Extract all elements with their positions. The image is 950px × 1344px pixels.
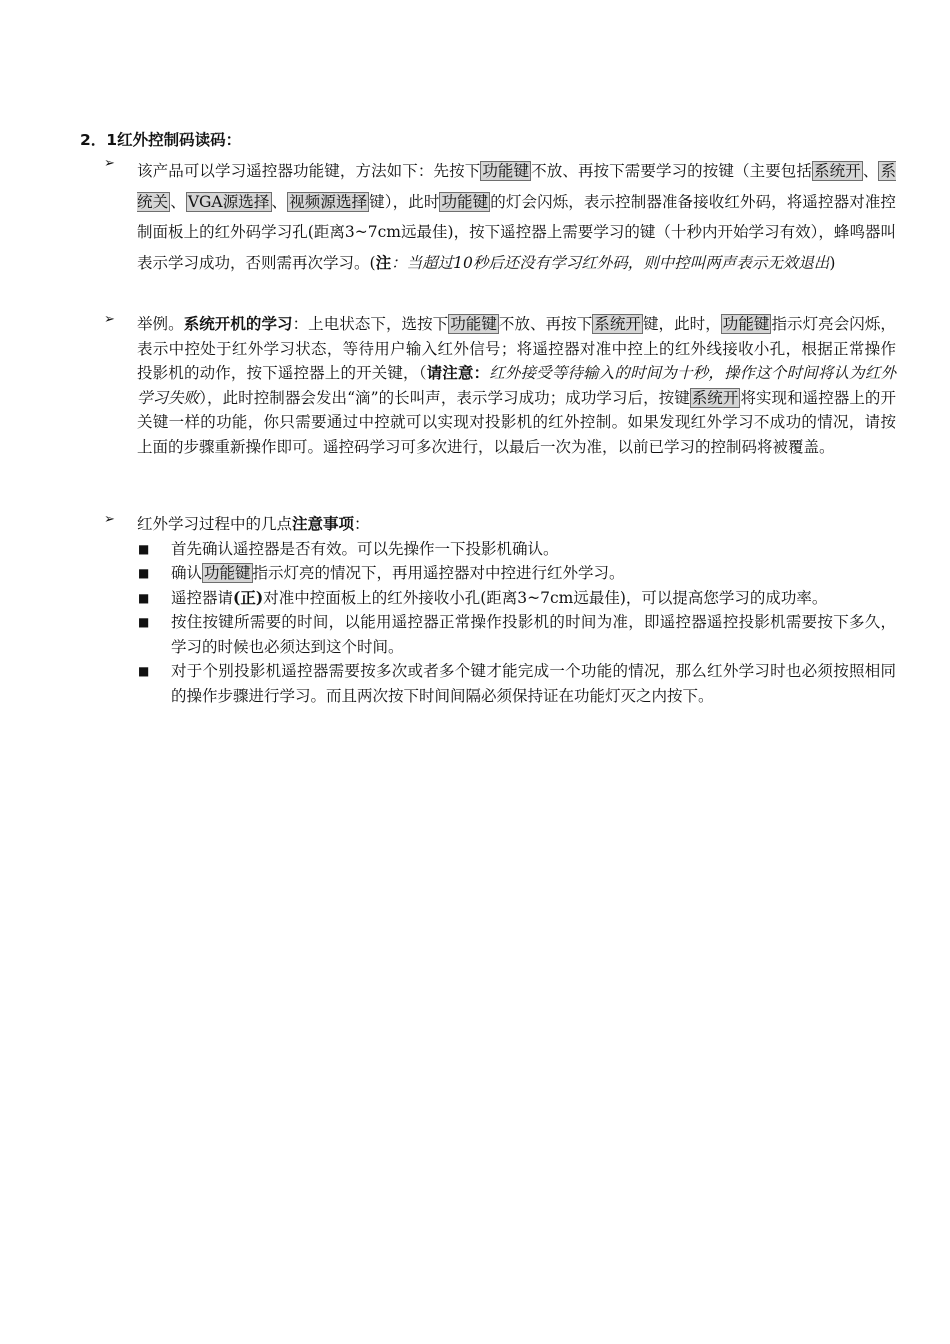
arrow-bullet-icon: ➢ bbox=[104, 312, 115, 327]
arrow-bullet-icon: ➢ bbox=[104, 512, 115, 527]
paragraph-text: 该产品可以学习遥控器功能键，方法如下：先按下 功能键 不放、再按下需要学习的按键（主要包括 系统开 、 系统关 、 VGA源选择 、 视频源选择 键），此时 功能键 的灯会闪烁，表示控制器准备接收红外码，将遥控器对准控制面板上的红外码学习孔(距离3~7cm远最佳)，按下遥控器上需要学习的键（十秒内开始学习有效），蜂鸣器叫表示学习成功，否则需再次学习。(注：当超过10秒后还没有学习红外码，则中控叫两声表示无效退出) bbox=[137, 162, 896, 272]
list-item: ■ 遥控器请(正)对准中控面板上的红外接收小孔(距离3~7cm远最佳)，可以提高您学习的成功率。 bbox=[104, 586, 896, 611]
square-bullet-icon: ■ bbox=[138, 615, 150, 629]
key-video-source: 视频源选择 bbox=[289, 192, 368, 211]
list-item: ■ 首先确认遥控器是否有效。可以先操作一下投影机确认。 bbox=[104, 537, 896, 562]
key-function: 功能键 bbox=[450, 315, 497, 333]
key-function: 功能键 bbox=[441, 192, 489, 211]
key-function: 功能键 bbox=[722, 315, 770, 333]
key-vga-source: VGA源选择 bbox=[187, 192, 270, 211]
note-label: 注 bbox=[375, 252, 392, 272]
paragraph-example bbox=[104, 312, 896, 459]
note-text: ：当超过10秒后还没有学习红外码，则中控叫两声表示无效退出 bbox=[391, 253, 830, 272]
square-bullet-icon: ■ bbox=[138, 566, 150, 580]
paragraph-learning-method bbox=[104, 156, 896, 278]
bullet-item bbox=[104, 156, 896, 278]
square-bullet-icon: ■ bbox=[138, 590, 150, 605]
paragraph-notes bbox=[104, 512, 896, 708]
key-system-on: 系统开 bbox=[814, 162, 861, 180]
attention-label: 请注意 bbox=[426, 363, 474, 382]
arrow-bullet-icon: ➢ bbox=[104, 156, 115, 171]
paragraph-text: 举例。系统开机的学习：上电状态下，选按下 功能键 不放、再按下 系统开 键，此时， 功能键 指示灯亮会闪烁，表示中控处于红外学习状态，等待用户输入红外信号；将遥控器对准中控上的红外线接收小孔，根据正常操作投影机的动作，按下遥控器上的开关键，（请注意：红外接受等待输入的时间为十秒，操作这个时间将认为红外学习失败），此时控制器会发出“滴”的长叫声，表示学习成功；成功学习后，按键 系统开 将实现和遥控器上的开关键一样的功能，你只需要通过中控就可以实现对投影机的红外控制。如果发现红外学习不成功的情况，请按上面的步骤重新操作即可。遥控码学习可多次进行，以最后一次为准，以前已学习的控制码将被覆盖。 bbox=[137, 314, 896, 456]
paragraph-text: 红外学习过程中的几点注意事项： bbox=[137, 514, 370, 533]
key-system-on: 系统开 bbox=[691, 388, 739, 407]
key-function: 功能键 bbox=[482, 162, 530, 180]
key-function: 功能键 bbox=[204, 564, 251, 582]
notes-list bbox=[104, 537, 896, 709]
list-item: ■ 对于个别投影机遥控器需要按多次或者多个键才能完成一个功能的情况，那么红外学习时也必须按照相同的操作步骤进行学习。而且两次按下时间间隔必须保持证在功能灯灭之内按下。 bbox=[104, 659, 896, 708]
list-item: ■ 按住按键所需要的时间，以能用遥控器正常操作投影机的时间为准，即遥控器遥控投影机需要按下多久，学习的时候也必须达到这个时间。 bbox=[104, 610, 896, 659]
section-heading: 2．1红外控制码读码： bbox=[80, 131, 242, 149]
bold-phrase: 注意事项 bbox=[292, 514, 355, 533]
bullet-item bbox=[104, 312, 896, 459]
square-bullet-icon: ■ bbox=[138, 664, 150, 678]
key-system-on: 系统开 bbox=[594, 315, 641, 333]
bullet-item bbox=[104, 512, 896, 537]
attention-text: 红外接受等待输入的时间为十秒，操作这个时间将认为红外学习失败 bbox=[137, 364, 896, 407]
key-system-off: 系统关 bbox=[137, 162, 896, 211]
list-item: ■ 确认 功能键 指示灯亮的情况下，再用遥控器对中控进行红外学习。 bbox=[104, 561, 896, 586]
square-bullet-icon: ■ bbox=[138, 541, 150, 556]
bold-phrase: 系统开机的学习 bbox=[183, 314, 293, 333]
